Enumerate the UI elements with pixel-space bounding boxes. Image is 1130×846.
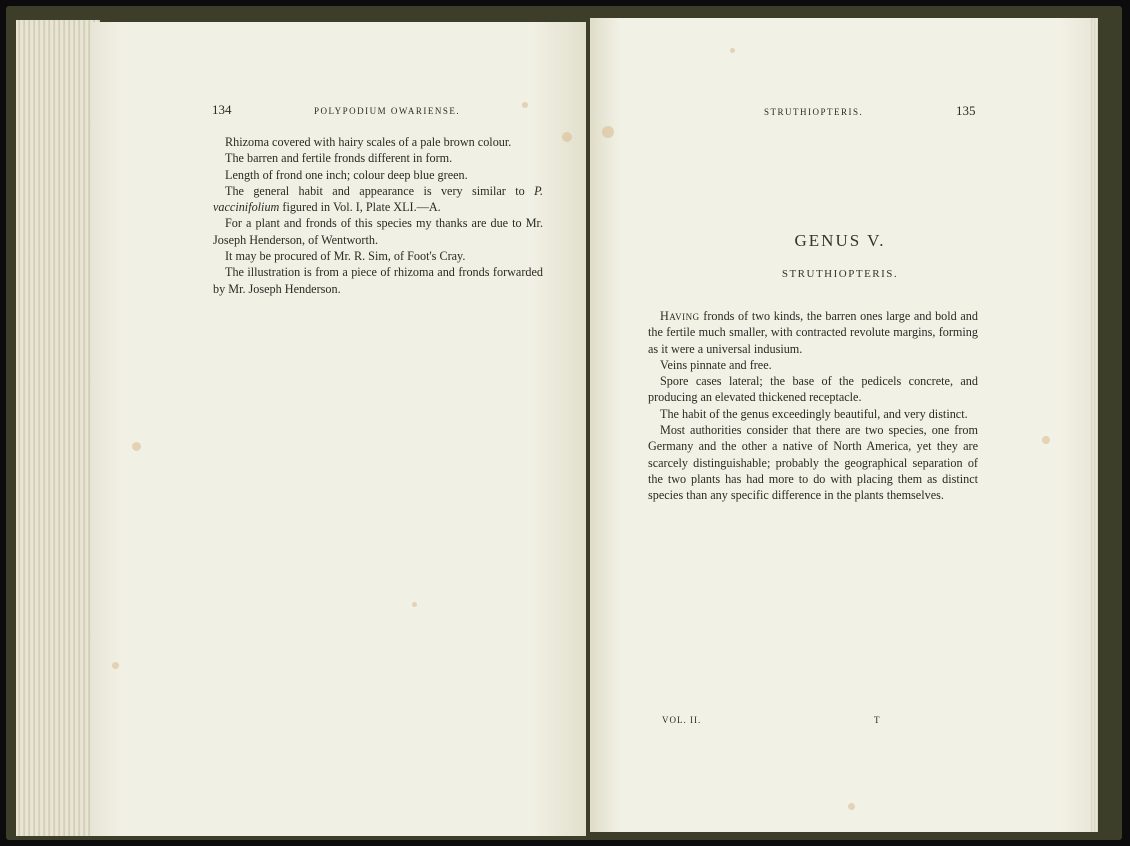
paragraph: Length of frond one inch; colour deep blue green. <box>225 167 468 182</box>
paragraph: The habit of the genus exceedingly beautiful, and very distinct. <box>660 406 968 421</box>
foxing-spot <box>132 442 141 451</box>
opening-word: Having <box>660 309 700 323</box>
paragraph: The general habit and appearance is very similar to P. vaccinifolium figured in Vol. I, Plate XLI.—A. <box>213 183 543 215</box>
paragraph: Most authorities consider that there are two species, one from Germany and the other a native of North America, yet they are scarcely distinguishable; probably the geographical separation of the two plants has had more to do with placing them as distinct species than any specific difference in the plants themselves. <box>648 423 978 503</box>
paragraph: Having fronds of two kinds, the barren ones large and bold and the fertile much smaller, with contracted revolute margins, forming as it were a universal indusium. <box>648 309 978 356</box>
paragraph: The illustration is from a piece of rhizoma and fronds forwarded by Mr. Joseph Henderson. <box>213 265 543 296</box>
left-page <box>92 22 586 836</box>
foxing-spot <box>848 803 855 810</box>
foxing-spot <box>412 602 417 607</box>
foxing-spot <box>112 662 119 669</box>
foxing-spot <box>522 102 528 108</box>
right-page <box>590 18 1090 832</box>
left-running-head: POLYPODIUM OWARIENSE. <box>314 106 461 116</box>
paragraph: Spore cases lateral; the base of the pedicels concrete, and producing an elevated thickened receptacle. <box>648 374 978 405</box>
species-name: P. vaccinifolium <box>213 183 543 215</box>
paragraph: Veins pinnate and free. <box>660 357 772 372</box>
paragraph: The barren and fertile fronds different in form. <box>225 151 453 166</box>
paragraph: Rhizoma covered with hairy scales of a pale brown colour. <box>225 135 512 149</box>
page-stack-edge <box>16 20 100 836</box>
left-page-number: 134 <box>212 102 232 117</box>
right-running-head: STRUTHIOPTERIS. <box>764 107 864 117</box>
right-page-body <box>648 308 978 504</box>
foxing-spot <box>602 126 614 138</box>
left-page-body <box>213 134 543 297</box>
genus-name: STRUTHIOPTERIS. <box>781 268 899 280</box>
right-page-number: 135 <box>956 103 976 118</box>
genus-title: GENUS V. <box>794 231 886 250</box>
foxing-spot <box>730 48 735 53</box>
footer-volume: VOL. II. <box>662 715 702 725</box>
footer-signature: T <box>874 715 881 725</box>
paragraph: It may be procured of Mr. R. Sim, of Foot's Cray. <box>225 249 466 264</box>
foxing-spot <box>1042 436 1050 444</box>
foxing-spot <box>562 132 572 142</box>
paragraph: For a plant and fronds of this species my thanks are due to Mr. Joseph Henderson, of Wentworth. <box>213 216 543 247</box>
